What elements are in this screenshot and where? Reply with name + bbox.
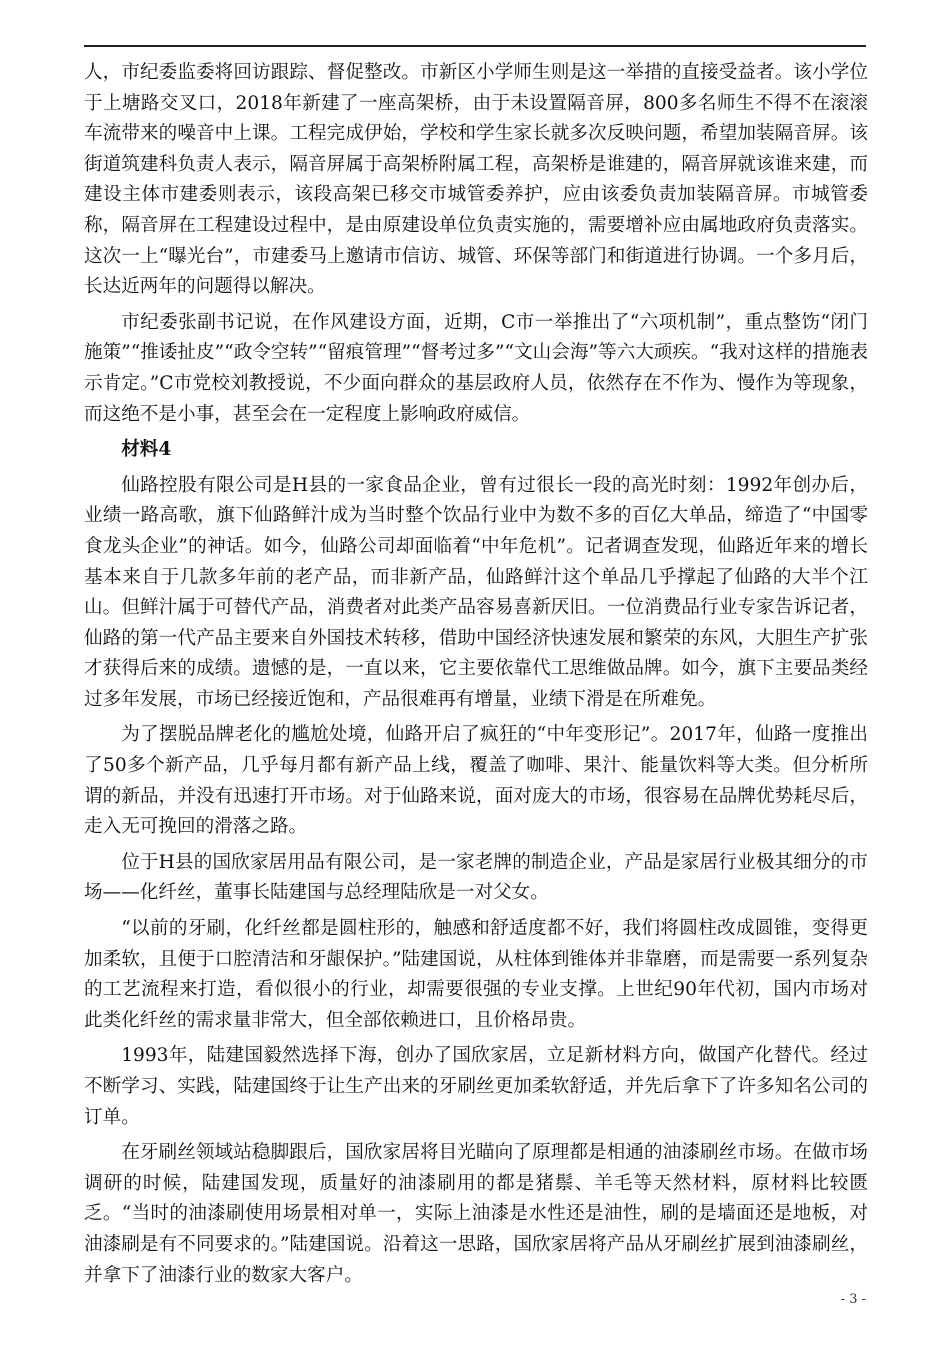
paragraph: 为了摆脱品牌老化的尴尬处境，仙路开启了疯狂的“中年变形记”。2017年，仙路一度推出了50多个新产品，几乎每月都有新产品上线，覆盖了咖啡、果汁、能量饮料等大类。但分析所谓的新品，并没有迅速打开市场。对于仙路来说，面对庞大的市场，很容易在品牌优势耗尽后，走入无可挽回的滑落之路。 bbox=[84, 724, 868, 838]
paragraph: 仙路控股有限公司是H县的一家食品企业，曾有过很长一段的高光时刻：1992年创办后，业绩一路高歌，旗下仙路鲜汁成为当时整个饮品行业中为数不多的百亿大单品，缔造了“中国零食龙头企业”的神话。如今，仙路公司却面临着“中年危机”。记者调查发现，仙路近年来的增长基本来自于几款多年前的老产品，而非新产品，仙路鲜汁这个单品几乎撑起了仙路的大半个江山。但鲜汁属于可替代产品，消费者对此类产品容易喜新厌旧。一位消费品行业专家告诉记者，仙路的第一代产品主要来自外国技术转移，借助中国经济快速发展和繁荣的东风，大胆生产扩张才获得后来的成绩。遗憾的是，一直以来，它主要依靠代工思维做品牌。如今，旗下主要品类经过多年发展，市场已经接近饱和，产品很难再有增量，业绩下滑是在所难免。 bbox=[84, 474, 868, 710]
header-rule bbox=[84, 45, 866, 47]
paragraph: “以前的牙刷，化纤丝都是圆柱形的，触感和舒适度都不好，我们将圆柱改成圆锥，变得更加柔软，且便于口腔清洁和牙龈保护。”陆建国说，从柱体到锥体并非靠磨，而是需要一系列复杂的工艺流程来打造，看似很小的行业，却需要很强的专业支撑。上世纪90年代初，国内市场对此类化纤丝的需求量非常大，但全部依赖进口，且价格昂贵。 bbox=[84, 918, 868, 1031]
paragraph: 1993年，陆建国毅然选择下海，创办了国欣家居，立足新材料方向，做国产化替代。经过不断学习、实践，陆建国终于让生产出来的牙刷丝更加柔软舒适，并先后拿下了许多知名公司的订单。 bbox=[84, 1045, 868, 1128]
document-body bbox=[84, 58, 868, 1296]
section-heading: 材料4 bbox=[121, 439, 172, 461]
paragraph: 市纪委张副书记说，在作风建设方面，近期，C市一举推出了“六项机制”，重点整饬“闭门施策”“推诿扯皮”“政令空转”“留痕管理”“督考过多”“文山会海”等六大顽疾。“我对这样的措施表示肯定。”C市党校刘教授说，不少面向群众的基层政府人员，依然存在不作为、慢作为等现象，而这绝不是小事，甚至会在一定程度上影响政府威信。 bbox=[84, 311, 868, 425]
paragraph: 在牙刷丝领域站稳脚跟后，国欣家居将目光瞄向了原理都是相通的油漆刷丝市场。在做市场调研的时候，陆建国发现，质量好的油漆刷用的都是猪鬃、羊毛等天然材料，原材料比较匮乏。“当时的油漆刷使用场景相对单一，实际上油漆是水性还是油性，刷的是墙面还是地板，对油漆刷是有不同要求的。”陆建国说。沿着这一思路，国欣家居将产品从牙刷丝扩展到油漆刷丝，并拿下了油漆行业的数家大客户。 bbox=[84, 1142, 868, 1286]
page-number: - 3 - bbox=[840, 1292, 866, 1307]
paragraph: 位于H县的国欣家居用品有限公司，是一家老牌的制造企业，产品是家居行业极其细分的市场——化纤丝，董事长陆建国与总经理陆欣是一对父女。 bbox=[84, 851, 868, 904]
paragraph: 人，市纪委监委将回访跟踪、督促整改。市新区小学师生则是这一举措的直接受益者。该小学位于上塘路交叉口，2018年新建了一座高架桥，由于未设置隔音屏，800多名师生不得不在滚滚车流带来的噪音中上课。工程完成伊始，学校和学生家长就多次反映问题，希望加装隔音屏。该街道筑建科负责人表示，隔音屏属于高架桥附属工程，高架桥是谁建的，隔音屏就该谁来建，而建设主体市建委则表示，该段高架已移交市城管委养护，应由该委负责加装隔音屏。市城管委称，隔音屏在工程建设过程中，是由原建设单位负责实施的，需要增补应由属地政府负责落实。这次一上“曝光台”，市建委马上邀请市信访、城管、环保等部门和街道进行协调。一个多月后，长达近两年的问题得以解决。 bbox=[84, 62, 868, 298]
